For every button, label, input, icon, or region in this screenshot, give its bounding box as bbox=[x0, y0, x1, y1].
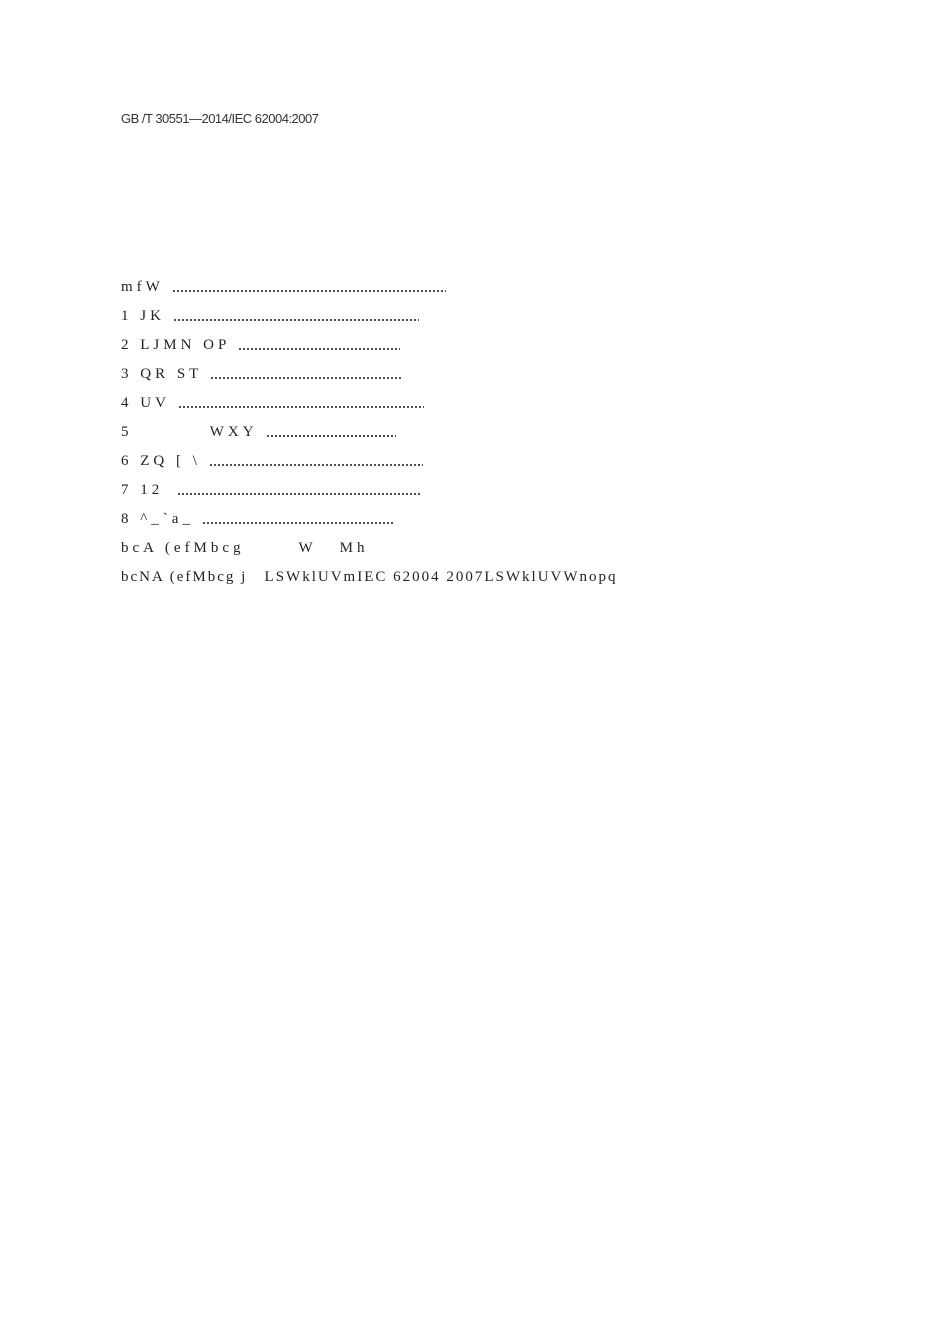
toc-entry-label: 3 QR ST bbox=[121, 366, 203, 382]
table-of-contents bbox=[121, 273, 821, 592]
toc-leader-dots bbox=[173, 319, 419, 321]
toc-entry[interactable] bbox=[121, 389, 821, 418]
toc-leader-dots bbox=[177, 493, 421, 495]
toc-entry-label: bcA (efMbcg W Mh bbox=[121, 540, 369, 556]
toc-leader-dots bbox=[266, 435, 396, 437]
toc-entry[interactable] bbox=[121, 534, 821, 563]
toc-entry-label: 7 12 bbox=[121, 482, 164, 498]
toc-entry[interactable] bbox=[121, 505, 821, 534]
toc-entry-label: bcNA (efMbcg j LSWklUVmIEC 62004 2007LSWklUVWnopq bbox=[121, 569, 618, 585]
toc-leader-dots bbox=[178, 406, 424, 408]
toc-entry-label: 5 WXY bbox=[121, 424, 258, 440]
toc-entry-label: 1 JK bbox=[121, 308, 165, 324]
toc-entry[interactable] bbox=[121, 331, 821, 360]
toc-entry[interactable] bbox=[121, 360, 821, 389]
toc-entry[interactable] bbox=[121, 302, 821, 331]
standard-code-header: GB /T 30551—2014/IEC 62004:2007 bbox=[121, 111, 319, 126]
toc-leader-dots bbox=[172, 290, 446, 292]
toc-leader-dots bbox=[209, 464, 423, 466]
toc-entry[interactable] bbox=[121, 273, 821, 302]
toc-entry-label: mfW bbox=[121, 279, 164, 295]
toc-entry-label: 8 ^_`a_ bbox=[121, 511, 194, 527]
toc-entry-label: 6 ZQ [ \ bbox=[121, 453, 201, 469]
toc-leader-dots bbox=[210, 377, 402, 379]
toc-entry[interactable] bbox=[121, 563, 821, 592]
toc-entry[interactable] bbox=[121, 418, 821, 447]
toc-leader-dots bbox=[238, 348, 400, 350]
toc-leader-dots bbox=[202, 522, 394, 524]
toc-entry[interactable] bbox=[121, 447, 821, 476]
toc-entry-label: 2 LJMN OP bbox=[121, 337, 231, 353]
toc-entry[interactable] bbox=[121, 476, 821, 505]
toc-entry-label: 4 UV bbox=[121, 395, 170, 411]
